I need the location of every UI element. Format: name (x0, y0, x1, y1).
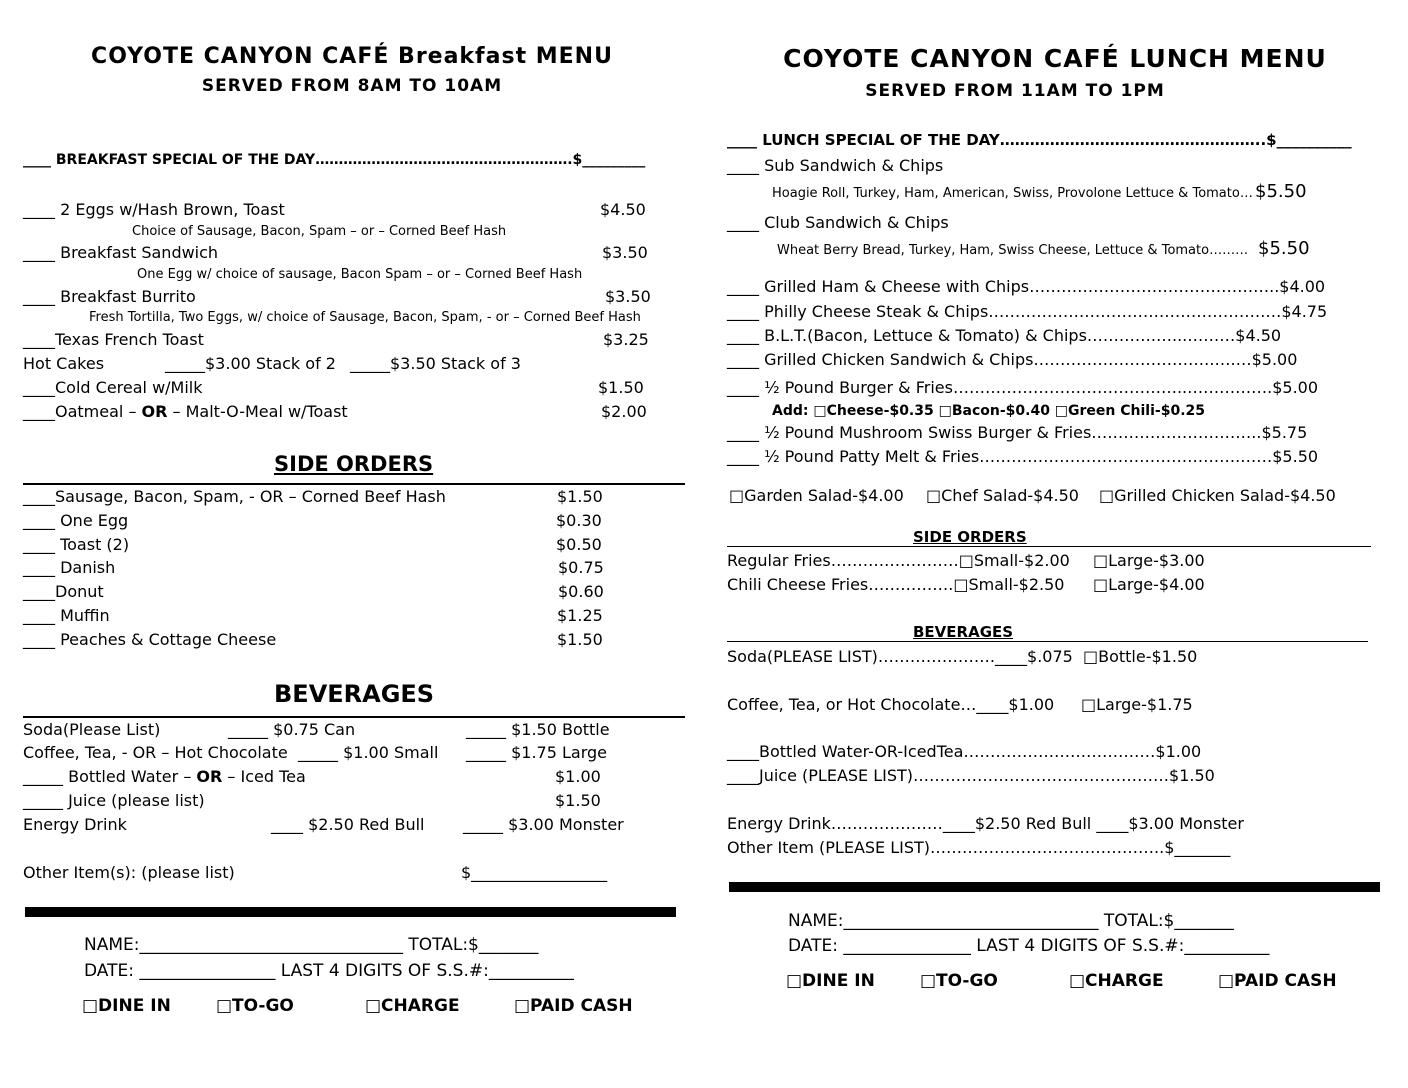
breakfast-side-donut: ____Donut (23, 582, 104, 601)
breakfast-side-danish-price: $0.75 (558, 558, 604, 577)
lunch-item-patty-melt: ____ ½ Pound Patty Melt & Fries………………………………………….……$5.50 (727, 447, 1319, 466)
breakfast-bev-water: _____ Bottled Water – OR – Iced Tea (23, 767, 306, 786)
lunch-checkbox-dine-in[interactable]: □DINE IN (786, 971, 875, 991)
lunch-served: SERVED FROM 11AM TO 1PM (865, 81, 1165, 101)
breakfast-side-egg: ____ One Egg (23, 511, 129, 530)
lunch-title: COYOTE CANYON CAFÉ LUNCH MENU (783, 44, 1327, 73)
lunch-side-fries: Regular Fries……………………□Small-$2.00 (727, 551, 1070, 570)
breakfast-checkbox-dine-in[interactable]: □DINE IN (82, 996, 171, 1016)
breakfast-bev-coffee: Coffee, Tea, - OR – Hot Chocolate (23, 743, 288, 762)
lunch-bev-coffee-large[interactable]: □Large-$1.75 (1081, 695, 1193, 714)
lunch-beverages-title: BEVERAGES (913, 623, 1014, 641)
breakfast-checkbox-charge[interactable]: □CHARGE (365, 996, 460, 1016)
breakfast-hotcakes-opt1: _____$3.00 Stack of 2 (165, 354, 336, 373)
breakfast-item-oatmeal: ____Oatmeal – OR – Malt-O-Meal w/Toast (23, 402, 348, 421)
lunch-bev-juice: ____Juice (PLEASE LIST)…………………………………………$1.50 (727, 766, 1215, 785)
breakfast-item-eggs: ____ 2 Eggs w/Hash Brown, Toast (23, 200, 285, 219)
lunch-other-item: Other Item (PLEASE LIST)……………………………………..$_______ (727, 838, 1231, 857)
lunch-side-divider (727, 546, 1371, 547)
breakfast-form-date[interactable]: DATE: ________________ LAST 4 DIGITS OF S.S.#:__________ (84, 961, 574, 981)
breakfast-item-sandwich: ____ Breakfast Sandwich (23, 243, 219, 262)
breakfast-form-name[interactable]: NAME:_______________________________ TOTAL:$_______ (84, 935, 539, 955)
lunch-bev-soda-bottle[interactable]: □Bottle-$1.50 (1083, 647, 1198, 666)
breakfast-beverages-title: BEVERAGES (274, 680, 435, 708)
lunch-bev-divider (727, 641, 1368, 642)
lunch-item-chicken-sandwich: ____ Grilled Chicken Sandwich & Chips…………………………….….…$5.00 (727, 350, 1298, 369)
breakfast-note-sandwich: One Egg w/ choice of sausage, Bacon Spam – or – Corned Beef Hash (137, 267, 583, 282)
lunch-bev-energy: Energy Drink…………………____$2.50 Red Bull ____$3.00 Monster (727, 814, 1244, 833)
breakfast-note-eggs: Choice of Sausage, Bacon, Spam – or – Corned Beef Hash (132, 224, 507, 239)
lunch-side-orders-title: SIDE ORDERS (913, 528, 1027, 546)
lunch-side-chili-fries: Chili Cheese Fries…………….□Small-$2.50 (727, 575, 1065, 594)
breakfast-price-burrito: $3.50 (605, 287, 651, 306)
breakfast-note-burrito: Fresh Tortilla, Two Eggs, w/ choice of Sausage, Bacon, Spam, - or – Corned Beef Hash (89, 310, 641, 325)
breakfast-side-meat: ____Sausage, Bacon, Spam, - OR – Corned Beef Hash (23, 487, 446, 506)
breakfast-bev-energy-redbull: ____ $2.50 Red Bull (271, 815, 425, 834)
breakfast-bev-juice: _____ Juice (please list) (23, 791, 205, 810)
breakfast-other-price: $_________________ (461, 863, 608, 882)
lunch-item-mushroom-burger: ____ ½ Pound Mushroom Swiss Burger & Fries…………………………..$5.75 (727, 423, 1308, 442)
lunch-burger-addons[interactable]: Add: □Cheese-$0.35 □Bacon-$0.40 □Green Chili-$0.25 (772, 403, 1205, 419)
breakfast-bev-juice-price: $1.50 (555, 791, 601, 810)
breakfast-side-peaches-price: $1.50 (557, 630, 603, 649)
breakfast-price-oatmeal: $2.00 (601, 402, 647, 421)
breakfast-side-toast: ____ Toast (2) (23, 535, 130, 554)
breakfast-bev-coffee-small: _____ $1.00 Small (298, 743, 439, 762)
breakfast-hotcakes-opt2: _____$3.50 Stack of 3 (350, 354, 521, 373)
breakfast-special: ____ BREAKFAST SPECIAL OF THE DAY……………………………………………….$_________ (23, 152, 646, 168)
lunch-price-club: $5.50 (1258, 238, 1310, 259)
lunch-side-fries-large[interactable]: □Large-$3.00 (1093, 551, 1205, 570)
lunch-price-sub: $5.50 (1255, 181, 1307, 202)
lunch-form-bar (729, 882, 1380, 892)
breakfast-bev-coffee-large: _____ $1.75 Large (466, 743, 607, 762)
lunch-item-burger: ____ ½ Pound Burger & Fries……………………………………..…………….$5.00 (727, 378, 1319, 397)
breakfast-price-eggs: $4.50 (600, 200, 646, 219)
breakfast-item-hotcakes: Hot Cakes (23, 354, 105, 373)
breakfast-served: SERVED FROM 8AM TO 10AM (201, 76, 503, 96)
lunch-item-ham-cheese: ____ Grilled Ham & Cheese with Chips………………………………………..$4.00 (727, 277, 1326, 296)
breakfast-item-french-toast: ____Texas French Toast (23, 330, 204, 349)
breakfast-bev-soda-bottle: _____ $1.50 Bottle (466, 720, 610, 739)
breakfast-bev-soda-can: _____ $0.75 Can (228, 720, 356, 739)
lunch-checkbox-paid-cash[interactable]: □PAID CASH (1218, 971, 1337, 991)
breakfast-side-toast-price: $0.50 (556, 535, 602, 554)
breakfast-item-burrito: ____ Breakfast Burrito (23, 287, 196, 306)
breakfast-form-bar (25, 907, 676, 917)
lunch-side-chili-fries-large[interactable]: □Large-$4.00 (1093, 575, 1205, 594)
lunch-note-sub: Hoagie Roll, Turkey, Ham, American, Swiss, Provolone Lettuce & Tomato… (772, 186, 1253, 201)
lunch-salad-garden[interactable]: □Garden Salad-$4.00 (729, 486, 904, 505)
lunch-salad-grilled-chicken[interactable]: □Grilled Chicken Salad-$4.50 (1099, 486, 1336, 505)
lunch-item-club: ____ Club Sandwich & Chips (727, 213, 949, 232)
breakfast-bev-water-price: $1.00 (555, 767, 601, 786)
lunch-checkbox-to-go[interactable]: □TO-GO (920, 971, 998, 991)
lunch-checkbox-charge[interactable]: □CHARGE (1069, 971, 1164, 991)
lunch-bev-coffee: Coffee, Tea, or Hot Chocolate…____$1.00 (727, 695, 1055, 714)
lunch-form-name[interactable]: NAME:______________________________ TOTAL:$_______ (788, 911, 1234, 931)
breakfast-side-orders-title: SIDE ORDERS (274, 452, 434, 476)
lunch-item-philly: ____ Philly Cheese Steak & Chips…………………………………………….…$4.75 (727, 302, 1328, 321)
breakfast-side-muffin-price: $1.25 (557, 606, 603, 625)
lunch-special: ____ LUNCH SPECIAL OF THE DAY……………………………………………..$__________ (727, 131, 1352, 149)
breakfast-side-egg-price: $0.30 (556, 511, 602, 530)
breakfast-price-french-toast: $3.25 (603, 330, 649, 349)
breakfast-item-cereal: ____Cold Cereal w/Milk (23, 378, 203, 397)
breakfast-bev-divider (23, 716, 685, 718)
breakfast-bev-energy-monster: _____ $3.00 Monster (463, 815, 624, 834)
lunch-note-club: Wheat Berry Bread, Turkey, Ham, Swiss Cheese, Lettuce & Tomato……… (777, 243, 1249, 258)
lunch-salad-chef[interactable]: □Chef Salad-$4.50 (926, 486, 1079, 505)
lunch-item-blt: ____ B.L.T.(Bacon, Lettuce & Tomato) & Chips………….…...………$4.50 (727, 326, 1282, 345)
breakfast-side-divider (23, 483, 685, 485)
breakfast-price-cereal: $1.50 (598, 378, 644, 397)
breakfast-side-danish: ____ Danish (23, 558, 116, 577)
lunch-item-sub: ____ Sub Sandwich & Chips (727, 156, 944, 175)
lunch-bev-soda: Soda(PLEASE LIST)………………….____$.075 (727, 647, 1073, 666)
breakfast-side-peaches: ____ Peaches & Cottage Cheese (23, 630, 277, 649)
breakfast-side-meat-price: $1.50 (557, 487, 603, 506)
breakfast-bev-soda: Soda(Please List) (23, 720, 161, 739)
breakfast-side-muffin: ____ Muffin (23, 606, 110, 625)
lunch-form-date[interactable]: DATE: _______________ LAST 4 DIGITS OF S.S.#:__________ (788, 936, 1270, 956)
breakfast-price-sandwich: $3.50 (602, 243, 648, 262)
lunch-bev-water: ____Bottled Water-OR-IcedTea………………………………$1.00 (727, 742, 1202, 761)
breakfast-bev-energy: Energy Drink (23, 815, 127, 834)
breakfast-checkbox-paid-cash[interactable]: □PAID CASH (514, 996, 633, 1016)
breakfast-title: COYOTE CANYON CAFÉ Breakfast MENU (91, 44, 613, 69)
breakfast-other-item: Other Item(s): (please list) (23, 863, 235, 882)
breakfast-side-donut-price: $0.60 (558, 582, 604, 601)
breakfast-checkbox-to-go[interactable]: □TO-GO (216, 996, 294, 1016)
